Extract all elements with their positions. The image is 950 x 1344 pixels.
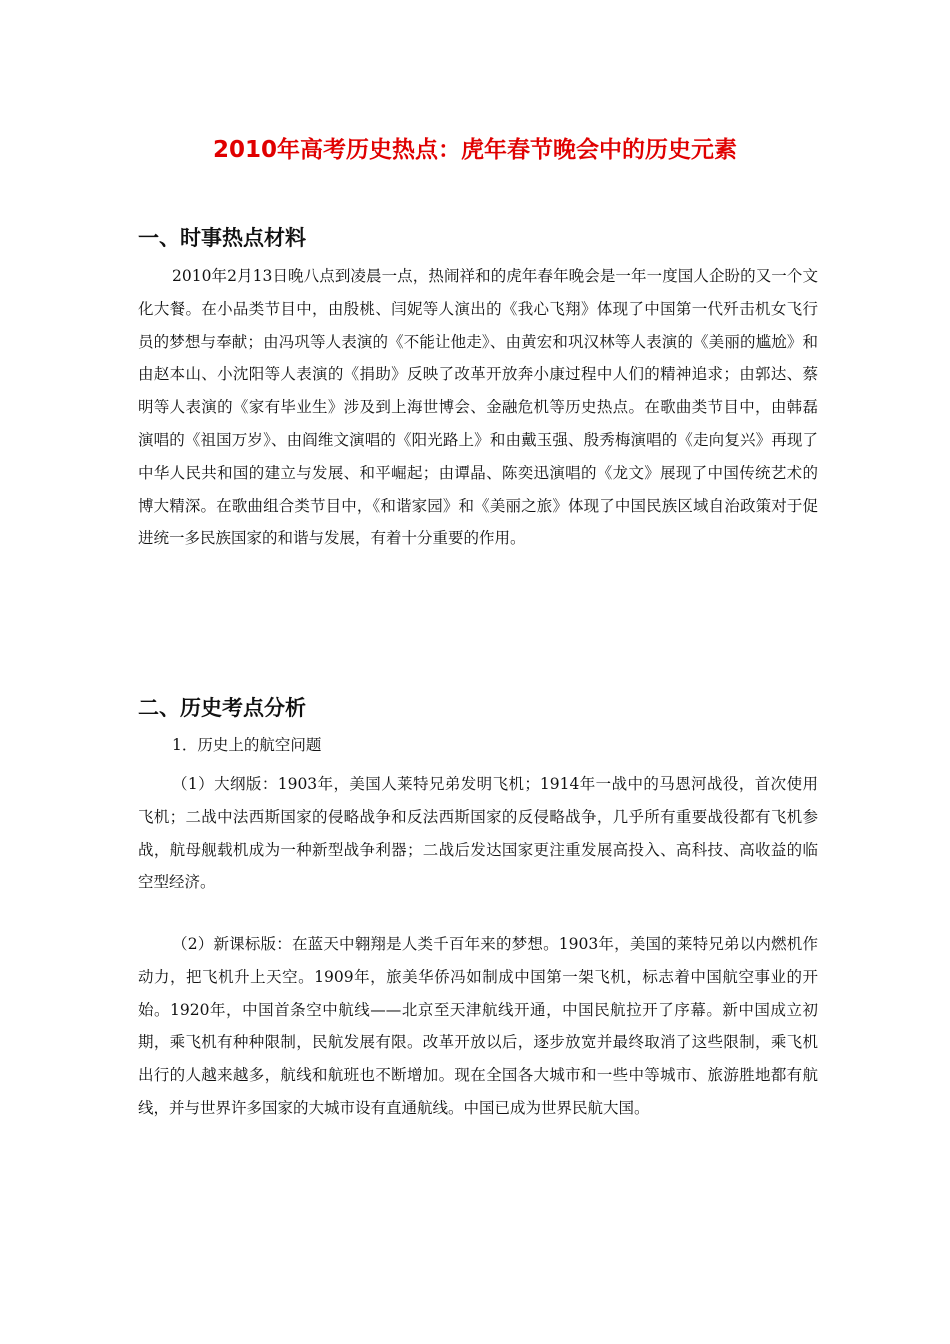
section-paragraph-current-events: 2010年2月13日晚八点到凌晨一点，热闹祥和的虎年春年晚会是一年一度国人企盼的又一个文化大餐。在小品类节目中，由殷桃、闫妮等人演出的《我心飞翔》体现了中国第一代歼击机女飞行员的梦想与奉献；由冯巩等人表演的《不能让他走》、由黄宏和巩汉林等人表演的《美丽的尴尬》和由赵本山、小沈阳等人表演的《捐助》反映了改革开放奔小康过程中人们的精神追求；由郭达、蔡明等人表演的《家有毕业生》涉及到上海世博会、金融危机等历史热点。在歌曲类节目中，由韩磊演唱的《祖国万岁》、由阎维文演唱的《阳光路上》和由戴玉强、殷秀梅演唱的《走向复兴》再现了中华人民共和国的建立与发展、和平崛起；由谭晶、陈奕迅演唱的《龙文》展现了中国传统艺术的博大精深。在歌曲组合类节目中，《和谐家园》和《美丽之旅》体现了中国民族区域自治政策对于促进统一多民族国家的和谐与发展，有着十分重要的作用。 <box>138 267 818 548</box>
section-heading-current-events: 一、时事热点材料 <box>138 226 306 250</box>
subheading-aviation-history: 1．历史上的航空问题 <box>172 736 322 754</box>
paragraph-new-curriculum-edition: （2）新课标版：在蓝天中翱翔是人类千百年来的梦想。1903年，美国的莱特兄弟以内燃机作动力，把飞机升上天空。1909年，旅美华侨冯如制成中国第一架飞机，标志着中国航空事业的开始。1920年，中国首条空中航线——北京至天津航线开通，中国民航拉开了序幕。新中国成立初期，乘飞机有种种限制，民航发展有限。改革开放以后，逐步放宽并最终取消了这些限制，乘飞机出行的人越来越多，航线和航班也不断增加。现在全国各大城市和一些中等城市、旅游胜地都有航线，并与世界许多国家的大城市设有直通航线。中国已成为世界民航大国。 <box>138 935 818 1117</box>
section-heading-exam-analysis: 二、历史考点分析 <box>138 696 306 720</box>
document-title: 2010年高考历史热点：虎年春节晚会中的历史元素 <box>212 137 737 163</box>
paragraph-outline-edition: （1）大纲版：1903年，美国人莱特兄弟发明飞机；1914年一战中的马恩河战役，首次使用飞机；二战中法西斯国家的侵略战争和反法西斯国家的反侵略战争，几乎所有重要战役都有飞机参战，航母舰载机成为一种新型战争利器；二战后发达国家更注重发展高投入、高科技、高收益的临空型经济。 <box>138 775 818 892</box>
